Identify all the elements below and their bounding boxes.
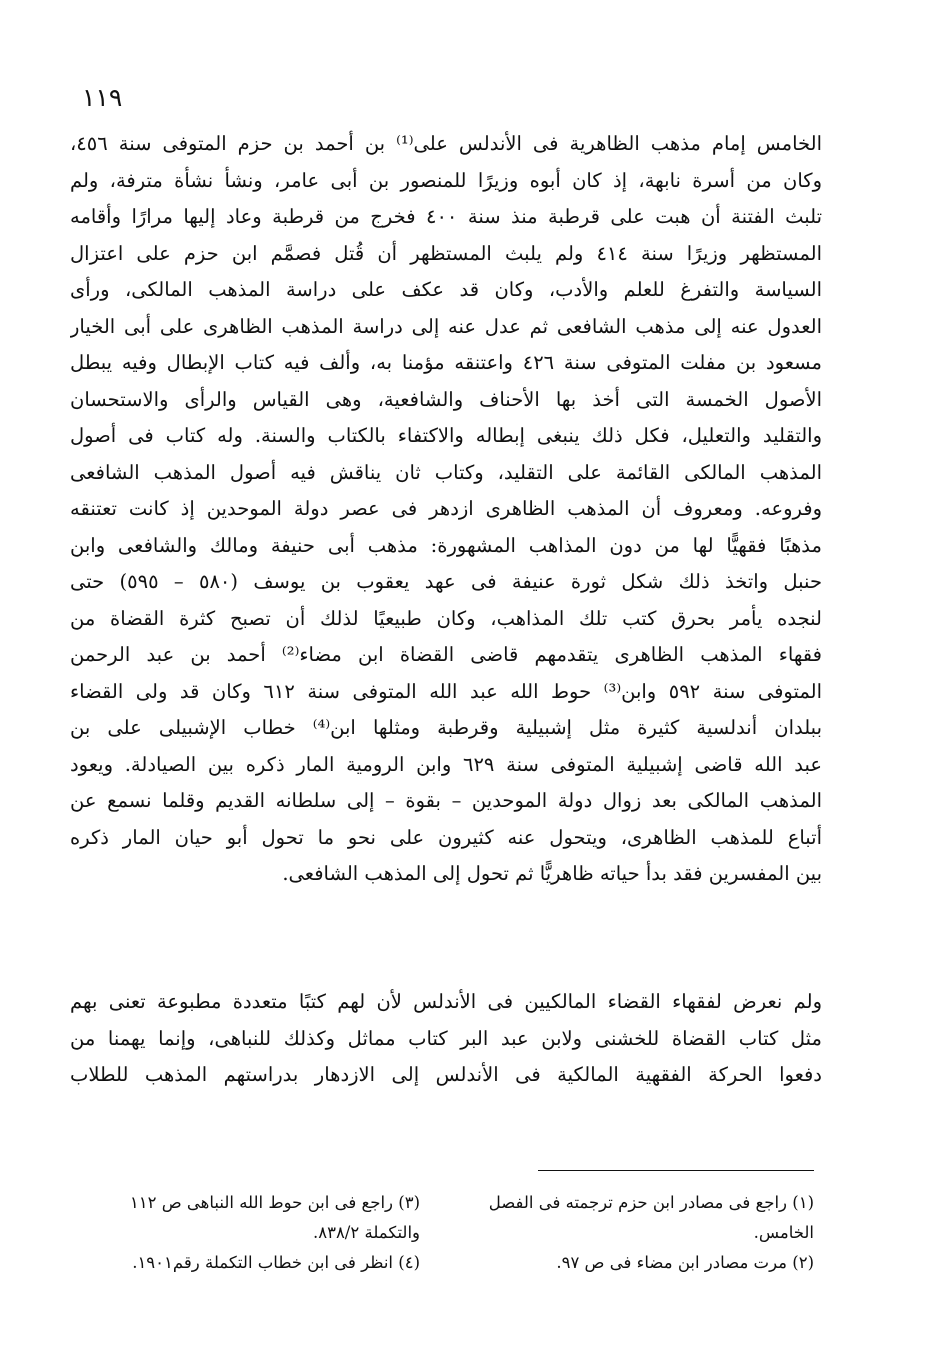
text-line: مثل كتاب القضاة للخشنى ولابن عبد البر كتاب مماثل وكذلك للنباهى، وإنما يهمنا من — [70, 1026, 822, 1050]
text-line: السياسة والتفرغ للعلم والأدب، وكان قد عكف على دراسة المذهب المالكى، ورأى — [70, 278, 822, 301]
text-line: عبد الله قاضى إشبيلية المتوفى سنة ٦٢٩ وابن الرومية المار ذكره بين الصيادلة. ويعود — [70, 752, 822, 776]
footnote-separator — [538, 1170, 814, 1171]
footnote-line: (٤) انظر فى ابن خطاب التكملة رقم١٩٠١. — [132, 1253, 420, 1272]
second-paragraph — [70, 984, 822, 1094]
text-line: مسعود بن مفلت المتوفى سنة ٤٢٦ واعتنقه مؤمنا به، وألف فيه كتاب الإبطال وفيه يبطل — [70, 351, 822, 374]
text-line: الأصول الخمسة التى أخذ بها الأحناف والشافعية، وهى القياس والرأى والاستحسان — [70, 387, 822, 411]
text-line: بين المفسرين فقد بدأ حياته ظاهريًّا ثم تحول إلى المذهب الشافعى. — [282, 862, 822, 885]
text-line: ولم نعرض لفقهاء القضاء المالكيين فى الأندلس لأن لهم كتبًا متعددة مطبوعة تعنى بهم — [70, 990, 822, 1013]
page-number: ١١٩ — [82, 83, 123, 112]
text-line: لنجده يأمر بحرق كتب تلك المذاهب، وكان طبيعيًا لذلك أن تصبح كثرة القضاة من — [70, 606, 822, 630]
footnote-line: (٢) مرت مصادر ابن مضاء فى ص ٩٧. — [556, 1253, 814, 1272]
text-line: فقهاء المذهب الظاهرى يتقدمهم قاضى القضاة ابن مضاء⁽²⁾ أحمد بن عبد الرحمن — [70, 643, 822, 666]
text-line: المذهب المالكى القائمة على التقليد، وكتاب ثان يناقش فيه أصول المذهب الشافعى — [70, 460, 822, 484]
text-line: ببلدان أندلسية كثيرة مثل إشبيلية وقرطبة ومثلها ابن⁽⁴⁾ خطاب الإشبيلى على بن — [70, 716, 822, 739]
footnote-line: (٣) راجع فى ابن حوط الله النباهى ص ١١٢ — [129, 1193, 420, 1212]
text-line: حنبل واتخذ ذلك شكل ثورة عنيفة فى عهد يعقوب بن يوسف (٥٨٠ – ٥٩٥) حتى — [70, 570, 822, 593]
footnote-line: الخامس. — [753, 1223, 814, 1242]
footnote-line: والتكملة ٨٣٨/٢. — [312, 1223, 420, 1242]
main-paragraph — [70, 126, 822, 893]
text-line: المستظهر وزيرًا سنة ٤١٤ ولم يلبث المستظهر أن قُتل فصمَّم ابن حزم على اعتزال — [70, 241, 822, 265]
text-line: وكان من أسرة نابهة، إذ كان أبوه وزيرًا للمنصور بن أبى عامر، ونشأ نشأة مترفة، ولم — [70, 168, 822, 192]
text-line: المذهب المالكى بعد زوال دولة الموحدين – بقوة – إلى سلطانه القديم وقلما نسمع عن — [70, 789, 822, 812]
footnotes-right-column — [454, 1188, 814, 1278]
text-line: وفروعه. ومعروف أن المذهب الظاهرى ازدهر فى عصر دولة الموحدين إذ كانت تعتنقه — [70, 497, 822, 520]
text-line: الخامس إمام مذهب الظاهرية فى الأندلس على⁽¹⁾ بن أحمد بن حزم المتوفى سنة ٤٥٦، — [70, 132, 822, 155]
text-line: تلبث الفتنة أن هبت على قرطبة منذ سنة ٤٠٠ فخرج من قرطبة وعاد إليها مرارًا وأقامه — [70, 205, 822, 228]
footnotes-left-column — [60, 1188, 420, 1278]
text-line: مذهبًا فقهيًّا لها من دون المذاهب المشهورة: مذهب أبى حنيفة ومالك والشافعى وابن — [70, 533, 822, 557]
footnote-line: (١) راجع فى مصادر ابن حزم ترجمته فى الفصل — [488, 1193, 814, 1212]
text-line: المتوفى سنة ٥٩٢ وابن⁽³⁾ حوط الله عبد الله المتوفى سنة ٦١٢ وكان قد ولى القضاء — [70, 679, 822, 703]
text-line: أتباع للمذهب الظاهرى، ويتحول عنه كثيرون على نحو ما تحول أبو حيان المار ذكره — [70, 825, 822, 849]
text-line: والتقليد والتعليل، فكل ذلك ينبغى إبطاله والاكتفاء بالكتاب والسنة. وله كتاب فى أصول — [70, 424, 822, 447]
text-line: العدول عنه إلى مذهب الشافعى ثم عدل عنه إلى دراسة المذهب الظاهرى على أبى الخيار — [70, 314, 822, 338]
text-line: دفعوا الحركة الفقهية المالكية فى الأندلس إلى الازدهار بدراستهم المذهب للطلاب — [70, 1063, 822, 1086]
